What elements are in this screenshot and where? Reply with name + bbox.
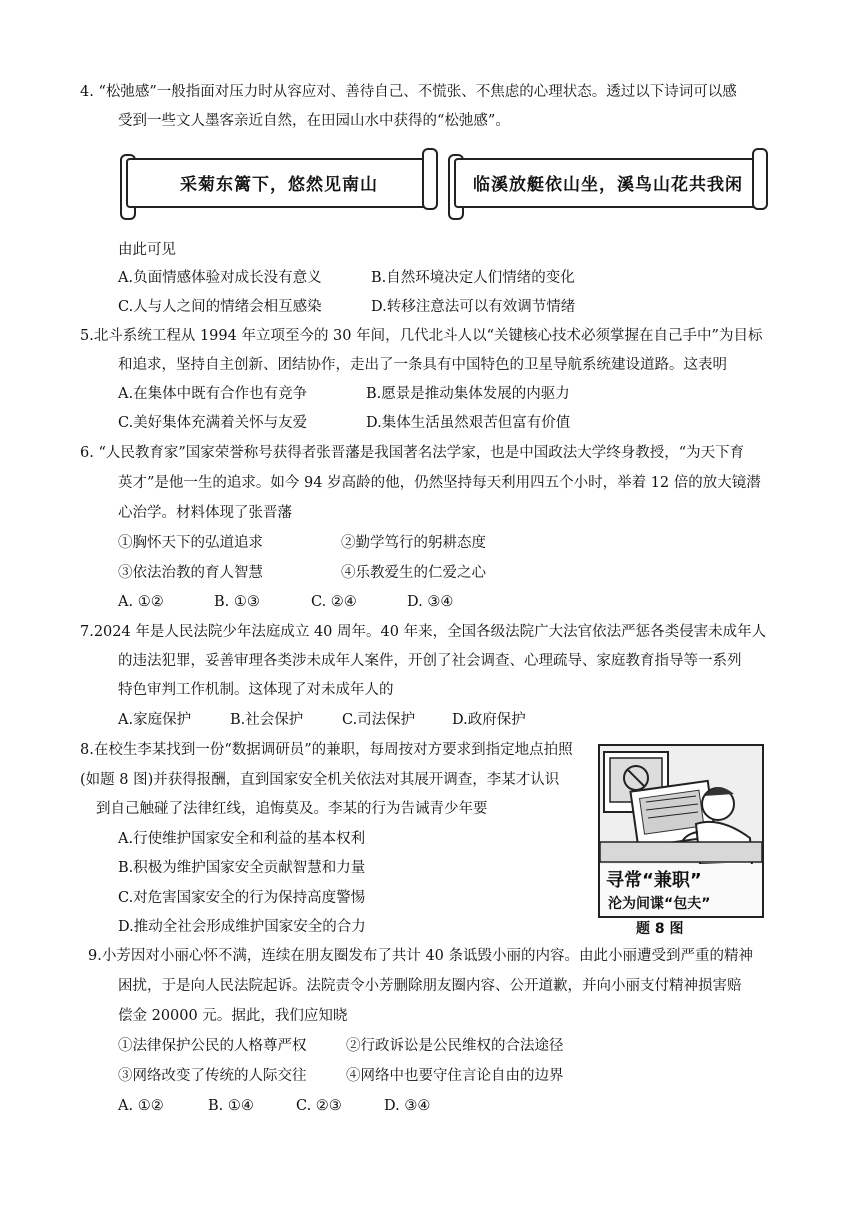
q9-item-4: ④网络中也要守住言论自由的边界 <box>346 1068 564 1084</box>
q4-stem-line2: 受到一些文人墨客亲近自然，在田园山水中获得的“松弛感”。 <box>118 113 510 129</box>
q4-option-a: A.负面情感体验对成长没有意义 <box>118 270 322 286</box>
q6-stem-line2: 英才”是他一生的追求。如今 94 岁高龄的他，仍然坚持每天利用四五个小时，举着 12 倍的放大镜潜 <box>118 475 761 491</box>
q6-option-c: C. ②④ <box>311 594 357 610</box>
q6-item-1: ①胸怀天下的弘道追求 <box>118 535 263 551</box>
q8-stem-line2: (如题 8 图)并获得报酬，直到国家安全机关依法对其展开调查，李某才认识 <box>80 772 560 788</box>
q6-item-3: ③依法治教的育人智慧 <box>118 565 263 581</box>
poem-right-text: 临溪放艇依山坐，溪鸟山花共我闲 <box>473 175 743 195</box>
q8-option-b: B.积极为维护国家安全贡献智慧和力量 <box>118 860 366 876</box>
q5-option-c: C.美好集体充满着关怀与友爱 <box>118 415 308 431</box>
q5-option-d: D.集体生活虽然艰苦但富有价值 <box>366 415 571 431</box>
q5-option-a: A.在集体中既有合作也有竞争 <box>118 386 308 402</box>
q7-stem-line2: 的违法犯罪，妥善审理各类涉未成年人案件，开创了社会调查、心理疏导、家庭教育指导等一系列 <box>118 653 742 669</box>
q9-stem-line2: 困扰，于是向人民法院起诉。法院责令小芳删除朋友圈内容、公开道歉，并向小丽支付精神损害赔 <box>118 978 742 994</box>
poem-left-text: 采菊东篱下，悠然见南山 <box>180 175 378 195</box>
q8-stem-line3: 到自己触碰了法律红线，追悔莫及。李某的行为告诫青少年要 <box>96 801 488 817</box>
q4-option-b: B.自然环境决定人们情绪的变化 <box>371 270 575 286</box>
q7-option-a: A.家庭保护 <box>118 712 192 728</box>
q9-item-2: ②行政诉讼是公民维权的合法途径 <box>346 1038 564 1054</box>
q8-figure-caption: 题 8 图 <box>636 921 684 937</box>
q7-stem-line1: 7.2024 年是人民法院少年法庭成立 40 周年。40 年来，全国各级法院广大法官依法严惩各类侵害未成年人 <box>80 624 767 640</box>
q4-option-c: C.人与人之间的情绪会相互感染 <box>118 299 322 315</box>
q7-option-d: D.政府保护 <box>452 712 526 728</box>
q9-option-d: D. ③④ <box>384 1098 431 1114</box>
q8-cartoon-image <box>598 744 764 918</box>
q9-option-b: B. ①④ <box>208 1098 254 1114</box>
q6-item-2: ②勤学笃行的躬耕态度 <box>341 535 486 551</box>
q4-option-d: D.转移注意法可以有效调节情绪 <box>371 299 576 315</box>
q8-option-d: D.推动全社会形成维护国家安全的合力 <box>118 919 366 935</box>
q9-option-a: A. ①② <box>118 1098 164 1114</box>
q7-option-c: C.司法保护 <box>342 712 416 728</box>
cartoon-text-1: 寻常“兼职” <box>606 870 702 891</box>
q6-stem-line1: 6. “人民教育家”国家荣誉称号获得者张晋藩是我国著名法学家，也是中国政法大学终身教授，“为天下育 <box>80 445 745 461</box>
q8-option-a: A.行使维护国家安全和利益的基本权利 <box>118 831 366 847</box>
q9-item-3: ③网络改变了传统的人际交往 <box>118 1068 307 1084</box>
q9-stem-line1: 9.小芳因对小丽心怀不满，连续在朋友圈发布了共计 40 条诋毁小丽的内容。由此小丽遭受到严重的精神 <box>88 948 753 964</box>
q9-item-1: ①法律保护公民的人格尊严权 <box>118 1038 307 1054</box>
q5-stem-line1: 5.北斗系统工程从 1994 年立项至今的 30 年间，几代北斗人以“关键核心技术必须掌握在自己手中”为目标 <box>80 328 763 344</box>
q8-stem-line1: 8.在校生李某找到一份“数据调研员”的兼职，每周按对方要求到指定地点拍照 <box>80 742 573 758</box>
q7-option-b: B.社会保护 <box>230 712 304 728</box>
q8-option-c: C.对危害国家安全的行为保持高度警惕 <box>118 890 366 906</box>
q9-option-c: C. ②③ <box>296 1098 342 1114</box>
q9-stem-line3: 偿金 20000 元。据此，我们应知晓 <box>118 1008 348 1024</box>
poem-scroll-left <box>120 146 438 218</box>
q7-stem-line3: 特色审判工作机制。这体现了对未成年人的 <box>118 682 394 698</box>
q4-stem-line1: 4. “松弛感”一般指面对压力时从容应对、善待自己、不慌张、不焦虑的心理状态。透过以下诗词可以感 <box>80 84 737 100</box>
poem-scroll-right <box>448 146 768 218</box>
q6-option-a: A. ①② <box>118 594 164 610</box>
cartoon-illustration <box>600 746 762 916</box>
q6-option-b: B. ①③ <box>214 594 260 610</box>
q5-stem-line2: 和追求，坚持自主创新、团结协作，走出了一条具有中国特色的卫星导航系统建设道路。这表明 <box>118 357 727 373</box>
cartoon-text-2: 沦为间谍“包夫” <box>608 896 711 912</box>
q5-option-b: B.愿景是推动集体发展的内驱力 <box>366 386 570 402</box>
q6-stem-line3: 心治学。材料体现了张晋藩 <box>118 505 292 521</box>
q6-option-d: D. ③④ <box>407 594 454 610</box>
q6-item-4: ④乐教爱生的仁爱之心 <box>341 565 486 581</box>
q4-question: 由此可见 <box>118 242 176 258</box>
